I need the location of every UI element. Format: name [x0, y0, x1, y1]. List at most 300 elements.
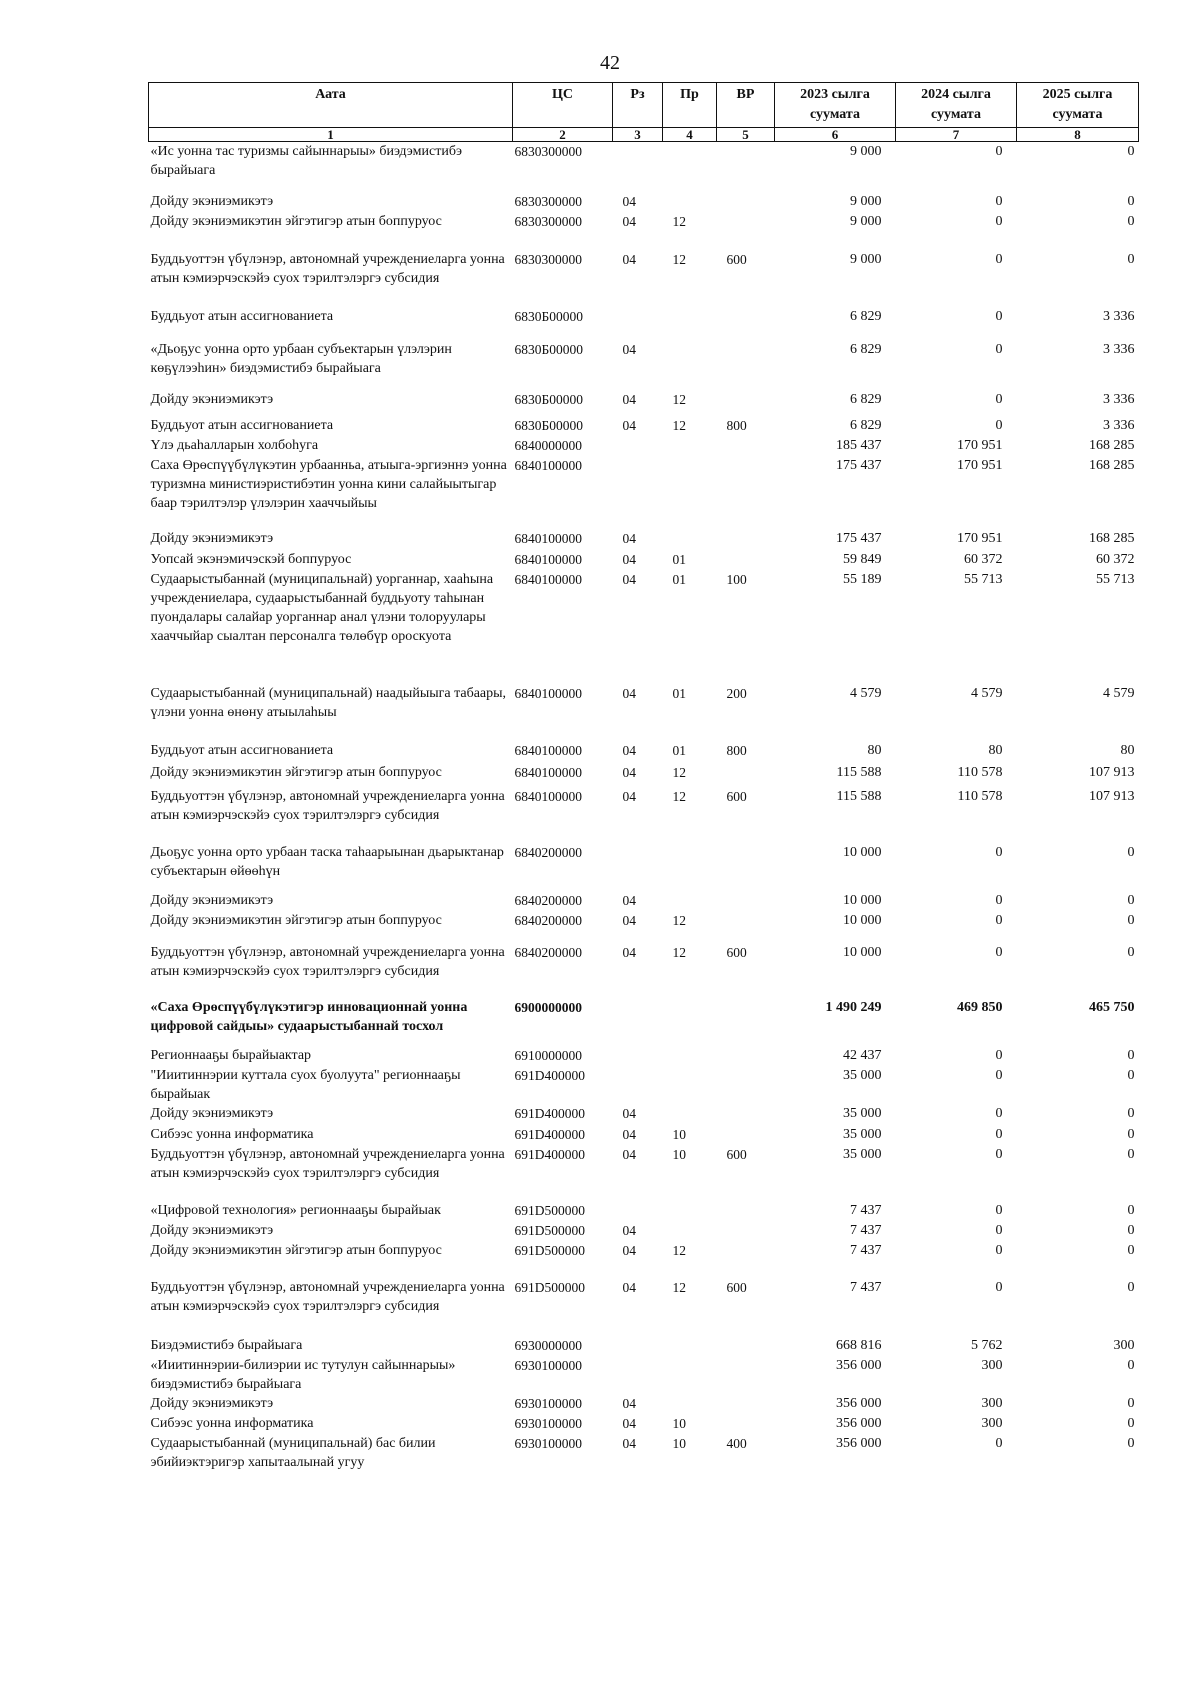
row-2023: 59 849 — [843, 551, 882, 567]
row-2025: 3 336 — [1103, 417, 1135, 433]
row-cs: 6830300000 — [514, 251, 582, 267]
row-pr: 10 — [672, 1435, 686, 1451]
table-row — [149, 1356, 1139, 1394]
row-pr — [663, 340, 717, 390]
table-row — [149, 891, 1139, 911]
row-2025: 4 579 — [1103, 685, 1135, 701]
row-vr — [717, 1125, 775, 1145]
row-2025: 3 336 — [1103, 308, 1135, 324]
row-name: Судаарыстыбаннай (муниципальнай) наадыйыыга табаары, үлэни уонна өнөну атыылаhыы — [150, 685, 507, 720]
row-cs: 6930100000 — [514, 1435, 582, 1451]
row-vr — [717, 192, 775, 212]
row-2024: 300 — [981, 1357, 1003, 1373]
column-number: 1 — [149, 128, 513, 142]
table-body — [149, 142, 1139, 1476]
row-2023: 356 000 — [836, 1357, 882, 1373]
row-rz — [613, 142, 663, 192]
row-rz: 04 — [622, 1395, 636, 1411]
row-pr — [663, 1066, 717, 1104]
table-row — [149, 142, 1139, 192]
row-pr: 01 — [672, 742, 686, 758]
row-rz: 04 — [622, 1435, 636, 1451]
row-2024: 0 — [995, 892, 1003, 908]
row-pr — [663, 192, 717, 212]
row-2023: 10 000 — [843, 912, 882, 928]
row-vr — [717, 1066, 775, 1104]
row-name: Регионнааҕы бырайыактар — [150, 1047, 312, 1063]
row-rz — [613, 998, 663, 1046]
row-2024: 0 — [995, 213, 1003, 229]
row-rz — [613, 1066, 663, 1104]
table-row — [149, 1125, 1139, 1145]
row-2025: 80 — [1120, 742, 1135, 758]
row-pr — [663, 891, 717, 911]
row-pr — [663, 436, 717, 456]
row-2025: 0 — [1127, 1279, 1135, 1295]
table-row — [149, 390, 1139, 416]
row-vr — [717, 212, 775, 250]
page-number: 42 — [600, 52, 620, 74]
row-pr — [663, 1104, 717, 1125]
row-2024: 110 578 — [957, 788, 1003, 804]
row-pr: 12 — [672, 912, 686, 928]
row-cs: 691D400000 — [514, 1105, 585, 1121]
row-2023: 6 829 — [850, 391, 882, 407]
row-cs: 6910000000 — [514, 1047, 582, 1063]
row-2023: 9 000 — [850, 144, 882, 159]
header-vr: ВР — [717, 83, 775, 128]
row-2024: 0 — [995, 251, 1003, 267]
row-2024: 0 — [995, 1222, 1003, 1238]
row-2024: 469 850 — [957, 999, 1003, 1015]
row-2025: 107 913 — [1089, 788, 1135, 804]
row-pr: 12 — [672, 764, 686, 780]
row-2024: 0 — [995, 1105, 1003, 1121]
row-2024: 0 — [995, 1202, 1003, 1218]
row-2023: 35 000 — [843, 1126, 882, 1142]
row-vr — [717, 911, 775, 943]
row-2023: 175 437 — [836, 457, 882, 473]
row-name: Сибээс уонна информатика — [150, 1415, 314, 1431]
row-2025: 55 713 — [1096, 571, 1135, 587]
row-cs: 6830300000 — [514, 144, 582, 159]
table-row — [149, 911, 1139, 943]
row-2025: 300 — [1113, 1337, 1135, 1353]
row-2025: 0 — [1127, 251, 1135, 267]
row-pr — [663, 843, 717, 891]
row-rz: 04 — [622, 1126, 636, 1142]
row-2024: 0 — [995, 1146, 1003, 1162]
row-name: Буддьуоттэн үбүлэнэр, автономнай учреждениеларга уонна атын кэмиэрчэскэйэ суох тэрилтэлэргэ субсидия — [150, 1146, 505, 1181]
row-pr: 12 — [672, 1279, 686, 1295]
row-2024: 300 — [981, 1415, 1003, 1431]
row-rz — [613, 1046, 663, 1066]
row-pr — [663, 1356, 717, 1394]
row-cs: 6840100000 — [514, 571, 582, 587]
row-pr: 01 — [672, 685, 686, 701]
row-vr — [717, 1414, 775, 1434]
table-row — [149, 212, 1139, 250]
row-cs: 691D500000 — [514, 1279, 585, 1295]
header-pr: Пр — [663, 83, 717, 128]
row-name: «Дьоҕус уонна орто урбаан субъектарын үлэлэрин көҕүлээhин» биэдэмистибэ бырайыага — [150, 341, 452, 376]
row-rz: 04 — [622, 1415, 636, 1431]
table-row — [149, 1221, 1139, 1241]
column-number: 7 — [896, 128, 1017, 142]
table-row — [149, 307, 1139, 340]
row-name: Дойду экэниэмикэтэ — [150, 1222, 274, 1238]
row-name: Дойду экэниэмикэтэ — [150, 530, 274, 546]
row-cs: 6840100000 — [514, 551, 582, 567]
row-name: Дойду экэниэмикэтэ — [150, 1395, 274, 1411]
row-cs: 6830300000 — [514, 213, 582, 229]
row-2025: 0 — [1127, 1146, 1135, 1162]
row-2024: 0 — [995, 1126, 1003, 1142]
row-rz: 04 — [622, 892, 636, 908]
row-vr — [717, 1394, 775, 1414]
row-2024: 0 — [995, 844, 1003, 860]
table-row — [149, 998, 1139, 1046]
row-cs: 6830Б00000 — [514, 391, 584, 407]
row-name: Дьоҕус уонна орто урбаан таска таhаарыынан дьарыктанар субъектарын өйөөhүн — [150, 844, 504, 879]
row-2023: 6 829 — [850, 417, 882, 433]
row-pr — [663, 529, 717, 550]
row-2023: 35 000 — [843, 1146, 882, 1162]
row-vr — [717, 1336, 775, 1356]
row-rz — [613, 307, 663, 340]
row-2025: 3 336 — [1103, 341, 1135, 357]
table-row — [149, 192, 1139, 212]
row-vr — [717, 1201, 775, 1221]
row-rz: 04 — [622, 193, 636, 209]
row-rz: 04 — [622, 788, 636, 804]
row-rz: 04 — [622, 417, 636, 433]
row-name: Буддьуоттэн үбүлэнэр, автономнай учреждениеларга уонна атын кэмиэрчэскэйэ суох тэрилтэлэргэ субсидия — [150, 788, 505, 823]
row-rz: 04 — [622, 1242, 636, 1258]
row-rz: 04 — [622, 1105, 636, 1121]
row-2025: 168 285 — [1089, 437, 1135, 453]
row-2023: 7 437 — [850, 1242, 882, 1258]
table-row — [149, 1394, 1139, 1414]
row-2025: 0 — [1127, 944, 1135, 960]
row-cs: 691D500000 — [514, 1202, 585, 1218]
row-cs: 6840200000 — [514, 892, 582, 908]
table-row — [149, 1046, 1139, 1066]
row-2025: 0 — [1127, 1415, 1135, 1431]
row-pr: 12 — [672, 251, 686, 267]
row-name: Дойду экэниэмикэтин эйгэтигэр атын боппуруос — [150, 912, 442, 928]
row-pr — [663, 142, 717, 192]
row-name: «Цифровой технология» регионнааҕы бырайыак — [150, 1202, 441, 1218]
table-row — [149, 436, 1139, 456]
row-2023: 80 — [867, 742, 882, 758]
row-rz: 04 — [622, 1146, 636, 1162]
row-pr: 12 — [672, 417, 686, 433]
row-rz: 04 — [622, 685, 636, 701]
row-2025: 60 372 — [1096, 551, 1135, 567]
table-row — [149, 1434, 1139, 1476]
header-name: Аата — [149, 83, 513, 128]
row-2024: 0 — [995, 193, 1003, 209]
row-rz: 04 — [622, 1279, 636, 1295]
table-row — [149, 1201, 1139, 1221]
table-row — [149, 843, 1139, 891]
column-number: 4 — [663, 128, 717, 142]
table-row — [149, 1104, 1139, 1125]
table-row — [149, 529, 1139, 550]
row-name: Үлэ дьаhалларын холбоhуга — [150, 437, 319, 453]
row-pr: 12 — [672, 788, 686, 804]
row-2024: 55 713 — [964, 571, 1003, 587]
table-header-row — [149, 83, 1139, 128]
row-vr — [717, 1104, 775, 1125]
row-vr — [717, 998, 775, 1046]
row-2025: 0 — [1127, 1222, 1135, 1238]
row-2023: 10 000 — [843, 944, 882, 960]
row-name: «Ииитиннэрии-билиэрии ис тутулун сайыннарыы» биэдэмистибэ бырайыага — [150, 1357, 456, 1392]
row-rz — [613, 456, 663, 529]
row-2023: 356 000 — [836, 1435, 882, 1451]
row-rz: 04 — [622, 530, 636, 546]
table-row — [149, 456, 1139, 529]
row-pr — [663, 1201, 717, 1221]
row-vr: 600 — [726, 251, 747, 267]
row-cs: 6930100000 — [514, 1395, 582, 1411]
row-2025: 0 — [1127, 1395, 1135, 1411]
row-pr: 10 — [672, 1126, 686, 1142]
row-2024: 0 — [995, 144, 1003, 159]
table-row — [149, 684, 1139, 741]
row-rz: 04 — [622, 391, 636, 407]
header-2025: 2025 сылга суумата — [1017, 83, 1139, 128]
row-cs: 6840100000 — [514, 742, 582, 758]
row-cs: 691D400000 — [514, 1067, 585, 1083]
row-rz: 04 — [622, 944, 636, 960]
row-2023: 9 000 — [850, 193, 882, 209]
row-rz: 04 — [622, 742, 636, 758]
row-vr — [717, 891, 775, 911]
row-name: Буддьуоттэн үбүлэнэр, автономнай учреждениеларга уонна атын кэмиэрчэскэйэ суох тэрилтэлэргэ субсидия — [150, 251, 505, 286]
row-cs: 6830Б00000 — [514, 341, 584, 357]
table-row — [149, 250, 1139, 307]
row-2023: 185 437 — [836, 437, 882, 453]
row-rz: 04 — [622, 571, 636, 587]
row-2023: 356 000 — [836, 1415, 882, 1431]
row-2023: 1 490 249 — [825, 999, 882, 1015]
row-2023: 7 437 — [850, 1222, 882, 1238]
row-rz: 04 — [622, 551, 636, 567]
row-2025: 0 — [1127, 144, 1135, 159]
row-2025: 0 — [1127, 1067, 1135, 1083]
row-name: «Ис уонна тас туризмы сайыннарыы» биэдэмистибэ бырайыага — [150, 144, 462, 178]
row-2024: 0 — [995, 308, 1003, 324]
row-2025: 0 — [1127, 1126, 1135, 1142]
row-2025: 0 — [1127, 1435, 1135, 1451]
row-pr: 10 — [672, 1146, 686, 1162]
row-2025: 3 336 — [1103, 391, 1135, 407]
row-cs: 691D500000 — [514, 1242, 585, 1258]
row-vr — [717, 1241, 775, 1278]
row-2023: 9 000 — [850, 213, 882, 229]
row-rz: 04 — [622, 1222, 636, 1238]
row-cs: 6840100000 — [514, 685, 582, 701]
row-2025: 0 — [1127, 1105, 1135, 1121]
row-2023: 4 579 — [850, 685, 882, 701]
row-name: "Ииитиннэрии куттала суох буолуута" регионнааҕы бырайыак — [150, 1067, 461, 1102]
row-2023: 115 588 — [836, 788, 882, 804]
row-pr — [663, 1221, 717, 1241]
row-name: Буддьуот атын ассигнованиета — [150, 742, 334, 758]
row-cs: 691D500000 — [514, 1222, 585, 1238]
row-name: Судаарыстыбаннай (муниципальнай) бас билии эбийиэктэригэр хапытаалынай угуу — [150, 1435, 436, 1470]
table-row — [149, 340, 1139, 390]
row-2024: 0 — [995, 417, 1003, 433]
row-2025: 465 750 — [1089, 999, 1135, 1015]
row-2023: 9 000 — [850, 251, 882, 267]
row-cs: 6840100000 — [514, 764, 582, 780]
table-row — [149, 943, 1139, 998]
row-vr — [717, 763, 775, 787]
row-2024: 0 — [995, 391, 1003, 407]
row-cs: 6840200000 — [514, 944, 582, 960]
header-cs: ЦС — [513, 83, 613, 128]
row-rz — [613, 1356, 663, 1394]
budget-table — [148, 82, 1139, 1476]
row-2023: 35 000 — [843, 1105, 882, 1121]
row-pr — [663, 456, 717, 529]
row-vr — [717, 390, 775, 416]
row-name: Дойду экэниэмикэтэ — [150, 892, 274, 908]
row-2025: 0 — [1127, 892, 1135, 908]
row-name: Дойду экэниэмикэтэ — [150, 391, 274, 407]
row-cs: 6830300000 — [514, 193, 582, 209]
row-rz: 04 — [622, 764, 636, 780]
row-pr: 01 — [672, 571, 686, 587]
row-vr — [717, 307, 775, 340]
row-vr — [717, 436, 775, 456]
row-name: Судаарыстыбаннай (муниципальнай) уорганнар, хааhына учреждениелара, судаарыстыбаннай буддьуоту таhынан пуондалары салайар уорганнар анал үлэни толоруулары хааччыйар сыалтан персоналга төлөбүр ороскуота — [150, 571, 494, 644]
table-row — [149, 787, 1139, 843]
row-2024: 0 — [995, 1047, 1003, 1063]
row-vr: 600 — [726, 1146, 747, 1162]
column-number: 2 — [513, 128, 613, 142]
row-rz: 04 — [622, 213, 636, 229]
row-cs: 6840100000 — [514, 530, 582, 546]
row-vr — [717, 1356, 775, 1394]
row-2023: 115 588 — [836, 764, 882, 780]
row-vr: 800 — [726, 742, 747, 758]
row-2024: 0 — [995, 944, 1003, 960]
row-2023: 10 000 — [843, 892, 882, 908]
row-2023: 55 189 — [843, 571, 882, 587]
header-2024: 2024 сылга суумата — [896, 83, 1017, 128]
row-name: Биэдэмистибэ бырайыага — [150, 1337, 303, 1353]
row-name: Дойду экэниэмикэтин эйгэтигэр атын боппуруос — [150, 764, 442, 780]
row-name: «Саха Өрөспүүбүлүкэтигэр инновационнай уонна цифровой сайдыы» судаарыстыбаннай тосхол — [150, 999, 468, 1034]
row-vr — [717, 1221, 775, 1241]
row-pr: 10 — [672, 1415, 686, 1431]
row-vr: 100 — [726, 571, 747, 587]
table-row — [149, 416, 1139, 436]
row-2025: 107 913 — [1089, 764, 1135, 780]
row-2023: 668 816 — [836, 1337, 882, 1353]
row-2023: 7 437 — [850, 1279, 882, 1295]
table-row — [149, 1336, 1139, 1356]
row-pr: 12 — [672, 1242, 686, 1258]
row-cs: 691D400000 — [514, 1126, 585, 1142]
header-rz: Рз — [613, 83, 663, 128]
row-cs: 6840000000 — [514, 437, 582, 453]
row-2024: 300 — [981, 1395, 1003, 1411]
row-cs: 6830Б00000 — [514, 308, 584, 324]
row-2025: 168 285 — [1089, 530, 1135, 546]
table-row — [149, 1145, 1139, 1201]
row-2023: 35 000 — [843, 1067, 882, 1083]
row-name: Дойду экэниэмикэтэ — [150, 1105, 274, 1121]
row-2023: 6 829 — [850, 308, 882, 324]
row-2024: 110 578 — [957, 764, 1003, 780]
row-pr: 12 — [672, 391, 686, 407]
row-rz — [613, 1201, 663, 1221]
row-2023: 10 000 — [843, 844, 882, 860]
row-name: Дойду экэниэмикэтин эйгэтигэр атын боппуруос — [150, 213, 442, 229]
row-vr: 400 — [726, 1435, 747, 1451]
row-cs: 6840200000 — [514, 844, 582, 860]
row-cs: 6930100000 — [514, 1357, 582, 1373]
table-row — [149, 550, 1139, 570]
column-number: 3 — [613, 128, 663, 142]
row-cs: 6840100000 — [514, 457, 582, 473]
table-row — [149, 1278, 1139, 1336]
row-vr — [717, 529, 775, 550]
column-number-row — [149, 128, 1139, 142]
row-vr: 600 — [726, 1279, 747, 1295]
row-name: Буддьуот атын ассигнованиета — [150, 417, 334, 433]
row-2024: 0 — [995, 1435, 1003, 1451]
table-row — [149, 570, 1139, 684]
row-name: Буддьуоттэн үбүлэнэр, автономнай учреждениеларга уонна атын кэмиэрчэскэйэ суох тэрилтэлэргэ субсидия — [150, 1279, 505, 1314]
table-row — [149, 1414, 1139, 1434]
row-2023: 175 437 — [836, 530, 882, 546]
row-2024: 4 579 — [971, 685, 1003, 701]
row-2024: 60 372 — [964, 551, 1003, 567]
row-2024: 0 — [995, 1067, 1003, 1083]
row-vr: 600 — [726, 944, 747, 960]
row-2025: 0 — [1127, 1047, 1135, 1063]
table-row — [149, 1241, 1139, 1278]
row-pr — [663, 307, 717, 340]
row-vr — [717, 550, 775, 570]
row-2023: 42 437 — [843, 1047, 882, 1063]
column-number: 8 — [1017, 128, 1139, 142]
row-2024: 0 — [995, 341, 1003, 357]
row-rz — [613, 843, 663, 891]
row-2024: 170 951 — [957, 457, 1003, 473]
row-name: Уопсай экэнэмичэскэй боппуруос — [150, 551, 352, 567]
row-2025: 0 — [1127, 213, 1135, 229]
row-rz: 04 — [622, 912, 636, 928]
row-2024: 0 — [995, 912, 1003, 928]
row-2023: 356 000 — [836, 1395, 882, 1411]
row-rz: 04 — [622, 341, 636, 357]
row-cs: 6930000000 — [514, 1337, 582, 1353]
table-row — [149, 763, 1139, 787]
row-pr — [663, 998, 717, 1046]
column-number: 5 — [717, 128, 775, 142]
row-rz — [613, 436, 663, 456]
row-vr: 800 — [726, 417, 747, 433]
row-pr: 12 — [672, 944, 686, 960]
